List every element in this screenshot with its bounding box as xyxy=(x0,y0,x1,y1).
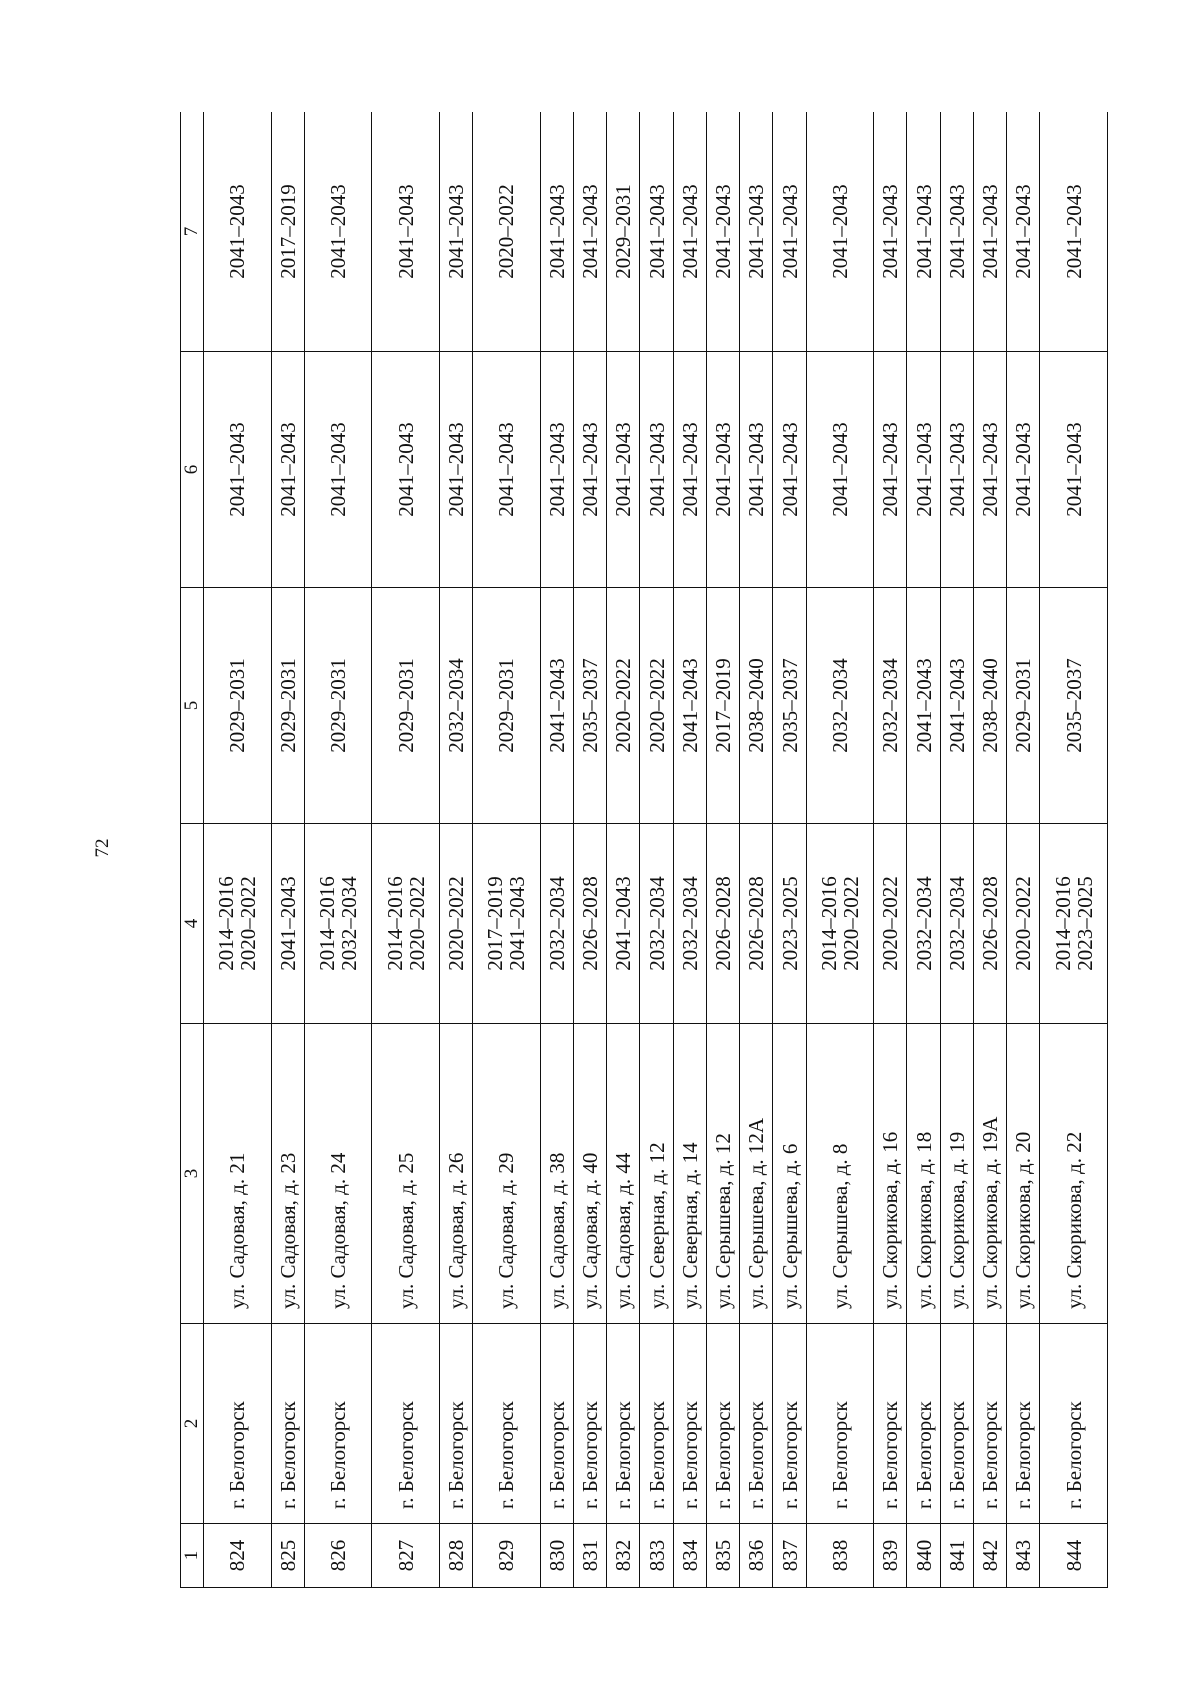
period-cell-col7: 2041–2043 xyxy=(773,112,806,352)
period-cell-col4 xyxy=(574,824,607,1024)
period-cell-col5: 2029–2031 xyxy=(204,588,272,824)
row-number-cell: 837 xyxy=(773,1524,806,1588)
address-cell: ул. Скорикова, д. 22 xyxy=(1040,1024,1108,1324)
period-cell-col4 xyxy=(706,824,739,1024)
period-cell-col5: 2020–2022 xyxy=(640,588,673,824)
period-cell-col7: 2041–2043 xyxy=(806,112,874,352)
period-cell-col7: 2041–2043 xyxy=(673,112,706,352)
column-header: 4 xyxy=(181,824,204,1024)
row-number-cell: 830 xyxy=(540,1524,573,1588)
period-cell-col5: 2038–2040 xyxy=(973,588,1006,824)
period-cell-col7: 2041–2043 xyxy=(706,112,739,352)
period-value: 2023–2025 xyxy=(777,876,802,971)
period-cell-col6: 2041–2043 xyxy=(874,352,907,588)
city-cell: г. Белогорск xyxy=(773,1324,806,1524)
period-value: 2014–2016 xyxy=(214,876,239,971)
table-row xyxy=(1040,112,1108,1588)
column-header: 6 xyxy=(181,352,204,588)
row-number-cell: 840 xyxy=(907,1524,940,1588)
table-wrapper xyxy=(180,112,1108,1588)
period-cell-col5: 2017–2019 xyxy=(706,588,739,824)
period-cell-col4 xyxy=(940,824,973,1024)
city-cell: г. Белогорск xyxy=(907,1324,940,1524)
table-row xyxy=(806,112,874,1588)
period-value: 2026–2028 xyxy=(744,876,769,971)
period-cell-col6: 2041–2043 xyxy=(773,352,806,588)
table-row xyxy=(607,112,640,1588)
city-cell: г. Белогорск xyxy=(940,1324,973,1524)
city-cell: г. Белогорск xyxy=(673,1324,706,1524)
period-cell-col4 xyxy=(372,824,440,1024)
period-cell-col6: 2041–2043 xyxy=(640,352,673,588)
table-row xyxy=(907,112,940,1588)
address-cell: ул. Северная, д. 14 xyxy=(673,1024,706,1324)
period-cell-col7: 2041–2043 xyxy=(439,112,472,352)
city-cell: г. Белогорск xyxy=(640,1324,673,1524)
city-cell: г. Белогорск xyxy=(706,1324,739,1524)
row-number-cell: 836 xyxy=(740,1524,773,1588)
period-cell-col7: 2041–2043 xyxy=(1007,112,1040,352)
period-cell-col7: 2041–2043 xyxy=(304,112,372,352)
city-cell: г. Белогорск xyxy=(973,1324,1006,1524)
row-number-cell: 841 xyxy=(940,1524,973,1588)
period-cell-col4 xyxy=(540,824,573,1024)
period-cell-col4 xyxy=(304,824,372,1024)
period-cell-col4 xyxy=(473,824,541,1024)
period-value: 2020–2022 xyxy=(878,876,903,971)
column-header: 2 xyxy=(181,1324,204,1524)
address-cell: ул. Садовая, д. 23 xyxy=(271,1024,304,1324)
period-cell-col6: 2041–2043 xyxy=(1007,352,1040,588)
period-cell-col4 xyxy=(1007,824,1040,1024)
table-row xyxy=(574,112,607,1588)
row-number-cell: 832 xyxy=(607,1524,640,1588)
city-cell: г. Белогорск xyxy=(304,1324,372,1524)
period-cell-col6: 2041–2043 xyxy=(372,352,440,588)
period-cell-col5: 2032–2034 xyxy=(874,588,907,824)
period-value: 2017–2019 xyxy=(483,876,508,971)
period-cell-col5: 2029–2031 xyxy=(1007,588,1040,824)
period-cell-col7: 2029–2031 xyxy=(607,112,640,352)
row-number-cell: 829 xyxy=(473,1524,541,1588)
table-row xyxy=(773,112,806,1588)
period-cell-col7: 2020–2022 xyxy=(473,112,541,352)
column-header: 5 xyxy=(181,588,204,824)
period-value: 2023–2025 xyxy=(1072,876,1097,971)
period-cell-col5: 2020–2022 xyxy=(607,588,640,824)
period-cell-col4 xyxy=(439,824,472,1024)
row-number-cell: 844 xyxy=(1040,1524,1108,1588)
period-value: 2020–2022 xyxy=(1011,876,1036,971)
city-cell: г. Белогорск xyxy=(1007,1324,1040,1524)
table-row xyxy=(271,112,304,1588)
period-cell-col6: 2041–2043 xyxy=(740,352,773,588)
period-value: 2032–2034 xyxy=(644,876,669,971)
address-cell: ул. Северная, д. 12 xyxy=(640,1024,673,1324)
table-row xyxy=(1007,112,1040,1588)
period-cell-col5: 2032–2034 xyxy=(439,588,472,824)
period-cell-col6: 2041–2043 xyxy=(1040,352,1108,588)
period-cell-col4 xyxy=(1040,824,1108,1024)
period-cell-col5: 2035–2037 xyxy=(1040,588,1108,824)
address-cell: ул. Садовая, д. 24 xyxy=(304,1024,372,1324)
table-row xyxy=(874,112,907,1588)
period-cell-col6: 2041–2043 xyxy=(574,352,607,588)
period-cell-col6: 2041–2043 xyxy=(204,352,272,588)
column-header: 3 xyxy=(181,1024,204,1324)
table-row xyxy=(439,112,472,1588)
table-row xyxy=(973,112,1006,1588)
address-cell: ул. Скорикова, д. 19 xyxy=(940,1024,973,1324)
city-cell: г. Белогорск xyxy=(439,1324,472,1524)
period-cell-col5: 2029–2031 xyxy=(304,588,372,824)
period-cell-col7: 2041–2043 xyxy=(907,112,940,352)
city-cell: г. Белогорск xyxy=(740,1324,773,1524)
period-cell-col5: 2041–2043 xyxy=(673,588,706,824)
period-cell-col7: 2041–2043 xyxy=(640,112,673,352)
period-cell-col4 xyxy=(806,824,874,1024)
table-row xyxy=(204,112,272,1588)
table-row xyxy=(304,112,372,1588)
row-number-cell: 843 xyxy=(1007,1524,1040,1588)
period-value: 2032–2034 xyxy=(944,876,969,971)
period-cell-col4 xyxy=(640,824,673,1024)
period-cell-col7: 2041–2043 xyxy=(1040,112,1108,352)
address-cell: ул. Серышева, д. 12 xyxy=(706,1024,739,1324)
period-cell-col5: 2041–2043 xyxy=(907,588,940,824)
period-cell-col4 xyxy=(740,824,773,1024)
period-cell-col6: 2041–2043 xyxy=(304,352,372,588)
period-value: 2020–2022 xyxy=(404,876,429,971)
table-row xyxy=(640,112,673,1588)
period-value: 2032–2034 xyxy=(544,876,569,971)
address-cell: ул. Садовая, д. 38 xyxy=(540,1024,573,1324)
period-cell-col7: 2041–2043 xyxy=(740,112,773,352)
address-cell: ул. Скорикова, д. 19А xyxy=(973,1024,1006,1324)
period-cell-col4 xyxy=(874,824,907,1024)
header-row xyxy=(181,112,204,1588)
period-cell-col6: 2041–2043 xyxy=(473,352,541,588)
period-cell-col4 xyxy=(673,824,706,1024)
city-cell: г. Белогорск xyxy=(806,1324,874,1524)
page-number: 72 xyxy=(92,838,113,858)
period-cell-col7: 2041–2043 xyxy=(940,112,973,352)
address-cell: ул. Скорикова, д. 20 xyxy=(1007,1024,1040,1324)
period-cell-col7: 2041–2043 xyxy=(574,112,607,352)
period-cell-col6: 2041–2043 xyxy=(973,352,1006,588)
period-cell-col6: 2041–2043 xyxy=(907,352,940,588)
address-cell: ул. Скорикова, д. 16 xyxy=(874,1024,907,1324)
rotated-table-container xyxy=(180,112,1108,1588)
period-cell-col7: 2017–2019 xyxy=(271,112,304,352)
table-row xyxy=(706,112,739,1588)
table-row xyxy=(940,112,973,1588)
period-cell-col5: 2032–2034 xyxy=(806,588,874,824)
period-value: 2032–2034 xyxy=(677,876,702,971)
row-number-cell: 826 xyxy=(304,1524,372,1588)
period-cell-col6: 2041–2043 xyxy=(540,352,573,588)
table-row xyxy=(540,112,573,1588)
address-cell: ул. Садовая, д. 44 xyxy=(607,1024,640,1324)
address-cell: ул. Садовая, д. 25 xyxy=(372,1024,440,1324)
address-cell: ул. Серышева, д. 8 xyxy=(806,1024,874,1324)
row-number-cell: 835 xyxy=(706,1524,739,1588)
period-cell-col7: 2041–2043 xyxy=(540,112,573,352)
period-cell-col7: 2041–2043 xyxy=(874,112,907,352)
row-number-cell: 828 xyxy=(439,1524,472,1588)
row-number-cell: 824 xyxy=(204,1524,272,1588)
row-number-cell: 833 xyxy=(640,1524,673,1588)
address-cell: ул. Скорикова, д. 18 xyxy=(907,1024,940,1324)
period-cell-col7: 2041–2043 xyxy=(973,112,1006,352)
city-cell: г. Белогорск xyxy=(372,1324,440,1524)
period-value: 2014–2016 xyxy=(315,876,340,971)
period-cell-col6: 2041–2043 xyxy=(706,352,739,588)
period-cell-col6: 2041–2043 xyxy=(806,352,874,588)
period-cell-col5: 2029–2031 xyxy=(372,588,440,824)
period-cell-col7: 2041–2043 xyxy=(372,112,440,352)
period-cell-col5: 2041–2043 xyxy=(940,588,973,824)
period-cell-col5: 2041–2043 xyxy=(540,588,573,824)
period-cell-col4 xyxy=(607,824,640,1024)
period-cell-col6: 2041–2043 xyxy=(439,352,472,588)
city-cell: г. Белогорск xyxy=(607,1324,640,1524)
city-cell: г. Белогорск xyxy=(874,1324,907,1524)
period-value: 2020–2022 xyxy=(838,876,863,971)
period-value: 2041–2043 xyxy=(275,876,300,971)
period-cell-col4 xyxy=(907,824,940,1024)
table-row xyxy=(673,112,706,1588)
period-cell-col4 xyxy=(973,824,1006,1024)
period-value: 2041–2043 xyxy=(611,876,636,971)
city-cell: г. Белогорск xyxy=(1040,1324,1108,1524)
period-value: 2020–2022 xyxy=(236,876,261,971)
row-number-cell: 834 xyxy=(673,1524,706,1588)
period-value: 2026–2028 xyxy=(711,876,736,971)
column-header: 7 xyxy=(181,112,204,352)
period-cell-col5: 2029–2031 xyxy=(473,588,541,824)
table-row xyxy=(372,112,440,1588)
period-cell-col6: 2041–2043 xyxy=(673,352,706,588)
period-cell-col6: 2041–2043 xyxy=(271,352,304,588)
period-value: 2026–2028 xyxy=(978,876,1003,971)
period-value: 2014–2016 xyxy=(382,876,407,971)
address-cell: ул. Серышева, д. 6 xyxy=(773,1024,806,1324)
city-cell: г. Белогорск xyxy=(204,1324,272,1524)
city-cell: г. Белогорск xyxy=(473,1324,541,1524)
period-value: 2014–2016 xyxy=(816,876,841,971)
table-row xyxy=(473,112,541,1588)
table-row xyxy=(740,112,773,1588)
period-value: 2032–2034 xyxy=(911,876,936,971)
row-number-cell: 827 xyxy=(372,1524,440,1588)
row-number-cell: 839 xyxy=(874,1524,907,1588)
row-number-cell: 825 xyxy=(271,1524,304,1588)
period-cell-col4 xyxy=(271,824,304,1024)
period-value: 2014–2016 xyxy=(1050,876,1075,971)
city-cell: г. Белогорск xyxy=(574,1324,607,1524)
address-cell: ул. Садовая, д. 26 xyxy=(439,1024,472,1324)
period-cell-col4 xyxy=(204,824,272,1024)
city-cell: г. Белогорск xyxy=(271,1324,304,1524)
period-cell-col5: 2029–2031 xyxy=(271,588,304,824)
address-cell: ул. Серышева, д. 12А xyxy=(740,1024,773,1324)
period-value: 2020–2022 xyxy=(444,876,469,971)
period-cell-col5: 2038–2040 xyxy=(740,588,773,824)
city-cell: г. Белогорск xyxy=(540,1324,573,1524)
row-number-cell: 842 xyxy=(973,1524,1006,1588)
address-cell: ул. Садовая, д. 21 xyxy=(204,1024,272,1324)
address-cell: ул. Садовая, д. 40 xyxy=(574,1024,607,1324)
period-value: 2041–2043 xyxy=(505,876,530,971)
schedule-table xyxy=(180,112,1108,1588)
address-cell: ул. Садовая, д. 29 xyxy=(473,1024,541,1324)
period-cell-col6: 2041–2043 xyxy=(940,352,973,588)
period-cell-col5: 2035–2037 xyxy=(574,588,607,824)
column-header: 1 xyxy=(181,1524,204,1588)
table-body xyxy=(204,112,1108,1588)
period-cell-col4 xyxy=(773,824,806,1024)
period-cell-col5: 2035–2037 xyxy=(773,588,806,824)
period-cell-col7: 2041–2043 xyxy=(204,112,272,352)
period-cell-col6: 2041–2043 xyxy=(607,352,640,588)
period-value: 2032–2034 xyxy=(337,876,362,971)
row-number-cell: 831 xyxy=(574,1524,607,1588)
row-number-cell: 838 xyxy=(806,1524,874,1588)
period-value: 2026–2028 xyxy=(578,876,603,971)
